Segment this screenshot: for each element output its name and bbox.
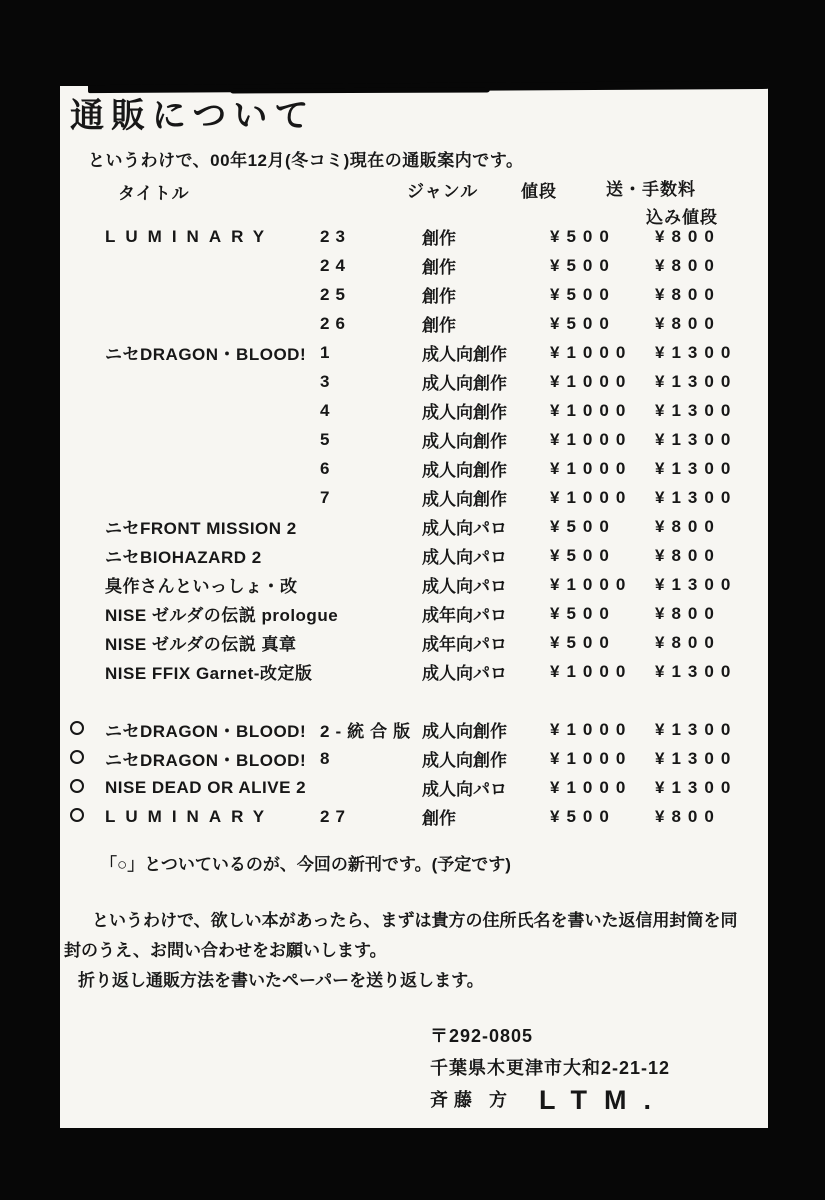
item-genre: 成人向パロ bbox=[422, 519, 507, 538]
closing-line: 折り返し通販方法を書いたペーパーを送り返します。 bbox=[78, 971, 484, 990]
item-total-price: ¥800 bbox=[655, 632, 721, 652]
item-number: 4 bbox=[320, 400, 336, 420]
item-genre: 成人向パロ bbox=[422, 548, 507, 567]
item-price: ¥500 bbox=[550, 603, 616, 623]
item-number: 5 bbox=[320, 429, 336, 449]
item-genre: 成人向創作 bbox=[422, 345, 507, 364]
item-price: ¥1000 bbox=[550, 342, 633, 362]
table-row bbox=[67, 454, 764, 483]
item-genre: 創作 bbox=[422, 316, 456, 335]
table-row bbox=[67, 425, 764, 454]
new-release-note: 「○」とついているのが、今回の新刊です。(予定です) bbox=[100, 855, 511, 874]
item-genre: 創作 bbox=[422, 258, 456, 277]
item-genre: 創作 bbox=[422, 287, 456, 306]
item-title: LUMINARY bbox=[105, 806, 275, 826]
item-total-price: ¥1300 bbox=[655, 719, 738, 739]
table-row bbox=[67, 541, 764, 570]
table-row bbox=[67, 570, 764, 599]
item-genre: 成人向創作 bbox=[422, 722, 507, 741]
new-release-circle-icon bbox=[70, 779, 84, 793]
item-title: ニセFRONT MISSION 2 bbox=[105, 519, 297, 538]
item-total-price: ¥1300 bbox=[655, 748, 738, 768]
table-row bbox=[67, 802, 764, 831]
item-total-price: ¥800 bbox=[655, 284, 721, 304]
item-price: ¥1000 bbox=[550, 429, 633, 449]
table-row bbox=[67, 338, 764, 367]
item-price: ¥500 bbox=[550, 806, 616, 826]
item-price: ¥500 bbox=[550, 255, 616, 275]
item-total-price: ¥800 bbox=[655, 603, 721, 623]
closing-line: 封のうえ、お問い合わせをお願いします。 bbox=[64, 941, 387, 960]
intro-text: というわけで、00年12月(冬コミ)現在の通販案内です。 bbox=[88, 151, 524, 170]
page-title: 通販について bbox=[70, 97, 316, 135]
contact-address-block bbox=[430, 1020, 670, 1116]
item-total-price: ¥1300 bbox=[655, 429, 738, 449]
item-price: ¥500 bbox=[550, 313, 616, 333]
item-title: NISE ゼルダの伝説 真章 bbox=[105, 635, 297, 654]
street-address: 千葉県木更津市大和2-21-12 bbox=[430, 1058, 671, 1078]
table-row bbox=[67, 396, 764, 425]
item-genre: 成人向パロ bbox=[422, 664, 507, 683]
item-number: 2-統合版 bbox=[320, 722, 417, 741]
table-row bbox=[67, 599, 764, 628]
item-title: ニセDRAGON・BLOOD! bbox=[105, 722, 307, 741]
circle-name-ltm: LTM. bbox=[539, 1085, 668, 1115]
table-row bbox=[67, 744, 764, 773]
item-title: LUMINARY bbox=[105, 226, 275, 246]
item-genre: 成人向創作 bbox=[422, 490, 507, 509]
item-genre: 成人向創作 bbox=[422, 374, 507, 393]
item-price: ¥1000 bbox=[550, 487, 633, 507]
column-header-price: 値段 bbox=[521, 182, 557, 201]
item-price: ¥500 bbox=[550, 516, 616, 536]
item-price: ¥500 bbox=[550, 226, 616, 246]
item-genre: 成人向創作 bbox=[422, 432, 507, 451]
item-total-price: ¥1300 bbox=[655, 371, 738, 391]
table-row bbox=[67, 512, 764, 541]
item-price: ¥1000 bbox=[550, 458, 633, 478]
item-genre: 成人向創作 bbox=[422, 461, 507, 480]
new-release-circle-icon bbox=[70, 750, 84, 764]
table-row bbox=[67, 222, 764, 251]
item-number: 25 bbox=[320, 284, 351, 304]
item-number: 1 bbox=[320, 342, 336, 362]
item-number: 23 bbox=[320, 226, 351, 246]
item-price: ¥1000 bbox=[550, 748, 633, 768]
item-title: ニセBIOHAZARD 2 bbox=[105, 548, 262, 567]
item-title: ニセDRAGON・BLOOD! bbox=[105, 751, 307, 770]
table-row bbox=[67, 309, 764, 338]
item-price: ¥1000 bbox=[550, 574, 633, 594]
item-number: 27 bbox=[320, 806, 351, 826]
item-price: ¥1000 bbox=[550, 661, 633, 681]
item-genre: 成人向パロ bbox=[422, 577, 507, 596]
closing-line: というわけで、欲しい本があったら、まずは貴方の住所氏名を書いた返信用封筒を同 bbox=[92, 911, 738, 930]
table-row bbox=[67, 773, 764, 802]
item-genre: 成年向パロ bbox=[422, 606, 507, 625]
new-release-mark-cell bbox=[67, 807, 105, 827]
table-row bbox=[67, 657, 764, 686]
new-release-circle-icon bbox=[70, 808, 84, 822]
item-number: 26 bbox=[320, 313, 351, 333]
item-number: 7 bbox=[320, 487, 336, 507]
item-number: 6 bbox=[320, 458, 336, 478]
table-row bbox=[67, 628, 764, 657]
item-total-price: ¥1300 bbox=[655, 487, 738, 507]
column-header-title: タイトル bbox=[118, 184, 190, 203]
contact-name: 斉藤 方 bbox=[430, 1090, 514, 1110]
item-price: ¥1000 bbox=[550, 400, 633, 420]
item-total-price: ¥800 bbox=[655, 255, 721, 275]
table-row bbox=[67, 367, 764, 396]
item-title: NISE ゼルダの伝説 prologue bbox=[105, 606, 339, 625]
item-total-price: ¥800 bbox=[655, 806, 721, 826]
new-release-circle-icon bbox=[70, 721, 84, 735]
item-genre: 成人向創作 bbox=[422, 403, 507, 422]
item-number: 24 bbox=[320, 255, 351, 275]
table-row bbox=[67, 483, 764, 512]
new-release-mark-cell bbox=[67, 749, 105, 769]
item-total-price: ¥1300 bbox=[655, 574, 738, 594]
item-genre: 成年向パロ bbox=[422, 635, 507, 654]
table-row bbox=[67, 251, 764, 280]
item-total-price: ¥800 bbox=[655, 516, 721, 536]
order-table-rows bbox=[67, 222, 764, 831]
item-title: ニセDRAGON・BLOOD! bbox=[105, 345, 307, 364]
item-number: 3 bbox=[320, 371, 336, 391]
column-header-genre: ジャンル bbox=[407, 182, 479, 201]
table-row bbox=[67, 280, 764, 309]
item-price: ¥1000 bbox=[550, 777, 633, 797]
closing-paragraphs bbox=[64, 906, 764, 996]
item-price: ¥500 bbox=[550, 632, 616, 652]
item-price: ¥500 bbox=[550, 284, 616, 304]
item-total-price: ¥800 bbox=[655, 226, 721, 246]
item-title: NISE DEAD OR ALIVE 2 bbox=[105, 777, 307, 797]
item-genre: 成人向パロ bbox=[422, 780, 507, 799]
item-price: ¥1000 bbox=[550, 371, 633, 391]
item-total-price: ¥1300 bbox=[655, 342, 738, 362]
item-total-price: ¥1300 bbox=[655, 661, 738, 681]
item-price: ¥1000 bbox=[550, 719, 633, 739]
item-title: 臭作さんといっしょ・改 bbox=[105, 577, 298, 596]
item-genre: 創作 bbox=[422, 809, 456, 828]
item-total-price: ¥1300 bbox=[655, 777, 738, 797]
item-total-price: ¥1300 bbox=[655, 400, 738, 420]
postal-code: 〒292-0805 bbox=[430, 1026, 534, 1046]
column-header-shipping-fee: 送・手数料 bbox=[606, 180, 696, 199]
item-title: NISE FFIX Garnet-改定版 bbox=[105, 664, 313, 683]
item-genre: 創作 bbox=[422, 229, 456, 248]
new-release-mark-cell bbox=[67, 778, 105, 798]
item-price: ¥500 bbox=[550, 545, 616, 565]
item-genre: 成人向創作 bbox=[422, 751, 507, 770]
table-row bbox=[67, 715, 764, 744]
item-total-price: ¥1300 bbox=[655, 458, 738, 478]
column-header-shipping-included-price: 込み値段 bbox=[646, 208, 718, 227]
new-release-mark-cell bbox=[67, 720, 105, 740]
item-number: 8 bbox=[320, 748, 336, 768]
item-total-price: ¥800 bbox=[655, 545, 721, 565]
scanned-page bbox=[60, 86, 768, 1128]
contact-name-line bbox=[430, 1084, 670, 1116]
item-total-price: ¥800 bbox=[655, 313, 721, 333]
